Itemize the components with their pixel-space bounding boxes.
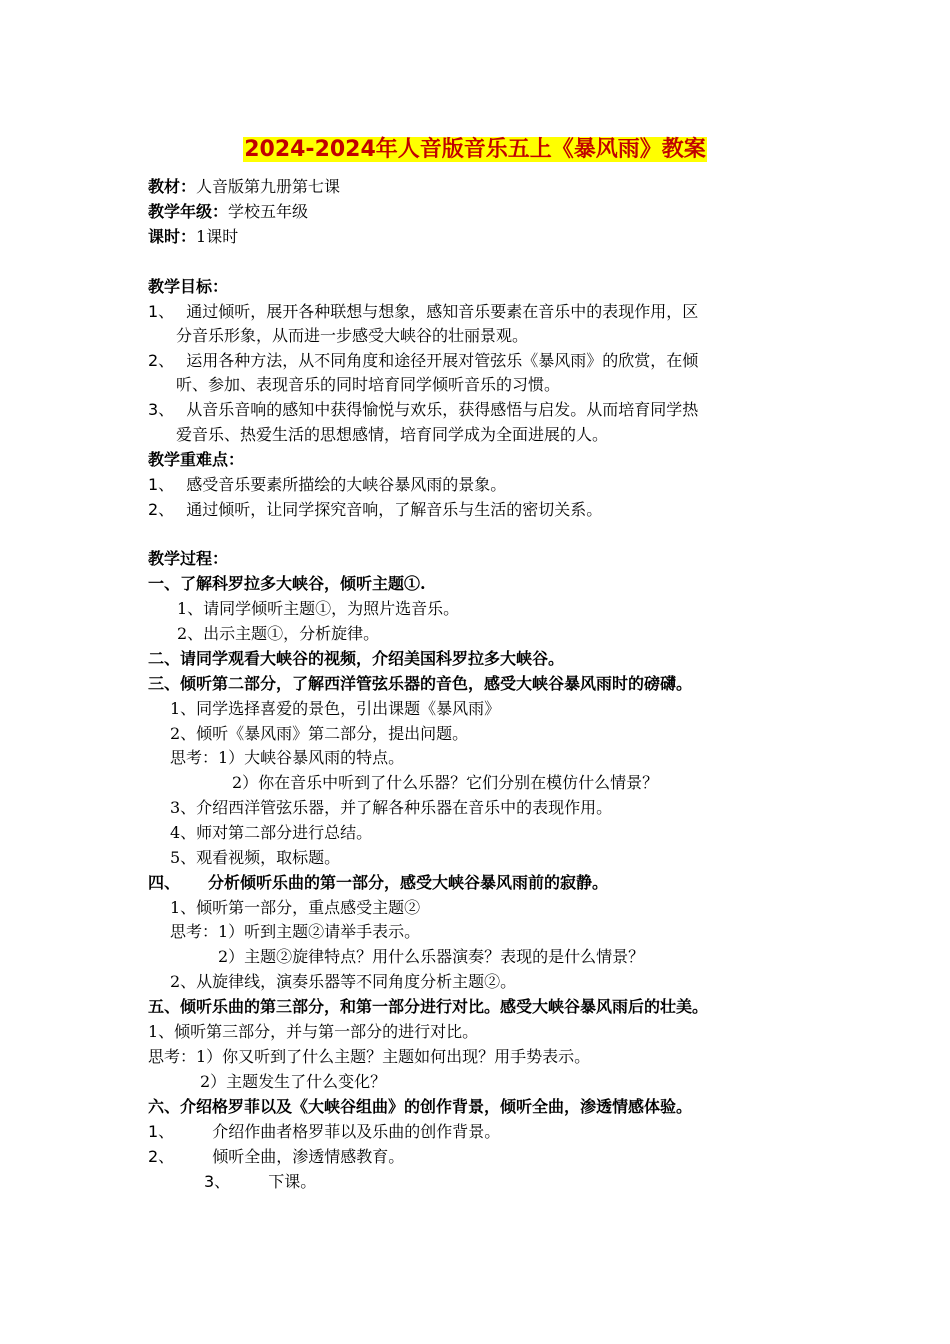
section-3-item-2: 2、倾听《暴风雨》第二部分，提出问题。 bbox=[170, 724, 469, 743]
section-4-item-1: 1、倾听第一部分，重点感受主题② bbox=[170, 898, 421, 917]
section-3-item-4: 4、师对第二部分进行总结。 bbox=[170, 823, 373, 842]
section-5-question-2: 2）主题发生了什么变化？ bbox=[200, 1072, 387, 1091]
section-3-item-5: 5、观看视频，取标题。 bbox=[170, 848, 341, 867]
section-2-title: 二、请同学观看大峡谷的视频，介绍美国科罗拉多大峡谷。 bbox=[148, 649, 565, 668]
section-6-item-3: 3、 下课。 bbox=[204, 1172, 317, 1191]
document-title: 2024-2024年人音版音乐五上《暴风雨》教案 bbox=[244, 137, 706, 162]
objective-item-3: 3、 从音乐音响的感知中获得愉悦与欢乐，获得感悟与启发。从而培育同学热 bbox=[148, 400, 699, 419]
section-5-question-1: 思考：1）你又听到了什么主题？主题如何出现？用手势表示。 bbox=[148, 1047, 591, 1066]
difficulty-item-1: 1、 感受音乐要素所描绘的大峡谷暴风雨的景象。 bbox=[148, 475, 507, 494]
section-1-title: 一、了解科罗拉多大峡谷，倾听主题①. bbox=[148, 574, 426, 593]
objective-item-2: 2、 运用各种方法，从不同角度和途径开展对管弦乐《暴风雨》的欣赏，在倾 bbox=[148, 351, 699, 370]
section-3-item-1: 1、同学选择喜爱的景色，引出课题《暴风雨》 bbox=[170, 699, 501, 718]
objective-item-1-cont: 分音乐形象，从而进一步感受大峡谷的壮丽景观。 bbox=[176, 326, 529, 345]
objectives-heading: 教学目标： bbox=[148, 277, 229, 296]
section-3-title: 三、倾听第二部分，了解西洋管弦乐器的音色，感受大峡谷暴风雨时的磅礴。 bbox=[148, 674, 693, 693]
section-3-question-2: 2）你在音乐中听到了什么乐器？它们分别在模仿什么情景？ bbox=[232, 773, 659, 792]
period-line: 课时：1课时 bbox=[148, 227, 239, 246]
section-6-title: 六、介绍格罗菲以及《大峡谷组曲》的创作背景，倾听全曲，渗透情感体验。 bbox=[148, 1097, 693, 1116]
grade-line: 教学年级：学校五年级 bbox=[148, 202, 309, 221]
objective-item-3-cont: 爱音乐、热爱生活的思想感情，培育同学成为全面进展的人。 bbox=[176, 425, 609, 444]
objective-item-1: 1、 通过倾听，展开各种联想与想象，感知音乐要素在音乐中的表现作用，区 bbox=[148, 302, 699, 321]
section-3-item-3: 3、介绍西洋管弦乐器，并了解各种乐器在音乐中的表现作用。 bbox=[170, 798, 613, 817]
objective-item-2-cont: 听、参加、表现音乐的同时培育同学倾听音乐的习惯。 bbox=[176, 375, 561, 394]
difficulties-heading: 教学重难点： bbox=[148, 450, 245, 469]
section-5-item-1: 1、倾听第三部分，并与第一部分的进行对比。 bbox=[148, 1022, 479, 1041]
section-4-title: 四、 分析倾听乐曲的第一部分，感受大峡谷暴风雨前的寂静。 bbox=[148, 873, 609, 892]
section-1-item-1: 1、请同学倾听主题①，为照片选音乐。 bbox=[177, 599, 460, 618]
section-4-question-2: 2）主题②旋律特点？用什么乐器演奏？表现的是什么情景？ bbox=[218, 947, 645, 966]
difficulty-item-2: 2、 通过倾听，让同学探究音响，了解音乐与生活的密切关系。 bbox=[148, 500, 603, 519]
section-3-question-1: 思考：1）大峡谷暴风雨的特点。 bbox=[170, 748, 405, 767]
section-6-item-2: 2、 倾听全曲，渗透情感教育。 bbox=[148, 1147, 405, 1166]
section-4-question-1: 思考：1）听到主题②请举手表示。 bbox=[170, 922, 421, 941]
section-6-item-1: 1、 介绍作曲者格罗菲以及乐曲的创作背景。 bbox=[148, 1122, 501, 1141]
section-5-title: 五、倾听乐曲的第三部分，和第一部分进行对比。感受大峡谷暴风雨后的壮美。 bbox=[148, 997, 709, 1016]
section-1-item-2: 2、出示主题①，分析旋律。 bbox=[177, 624, 380, 643]
section-4-item-2: 2、从旋律线，演奏乐器等不同角度分析主题②。 bbox=[170, 972, 517, 991]
material-line: 教材：人音版第九册第七课 bbox=[148, 177, 341, 196]
process-heading: 教学过程： bbox=[148, 549, 229, 568]
